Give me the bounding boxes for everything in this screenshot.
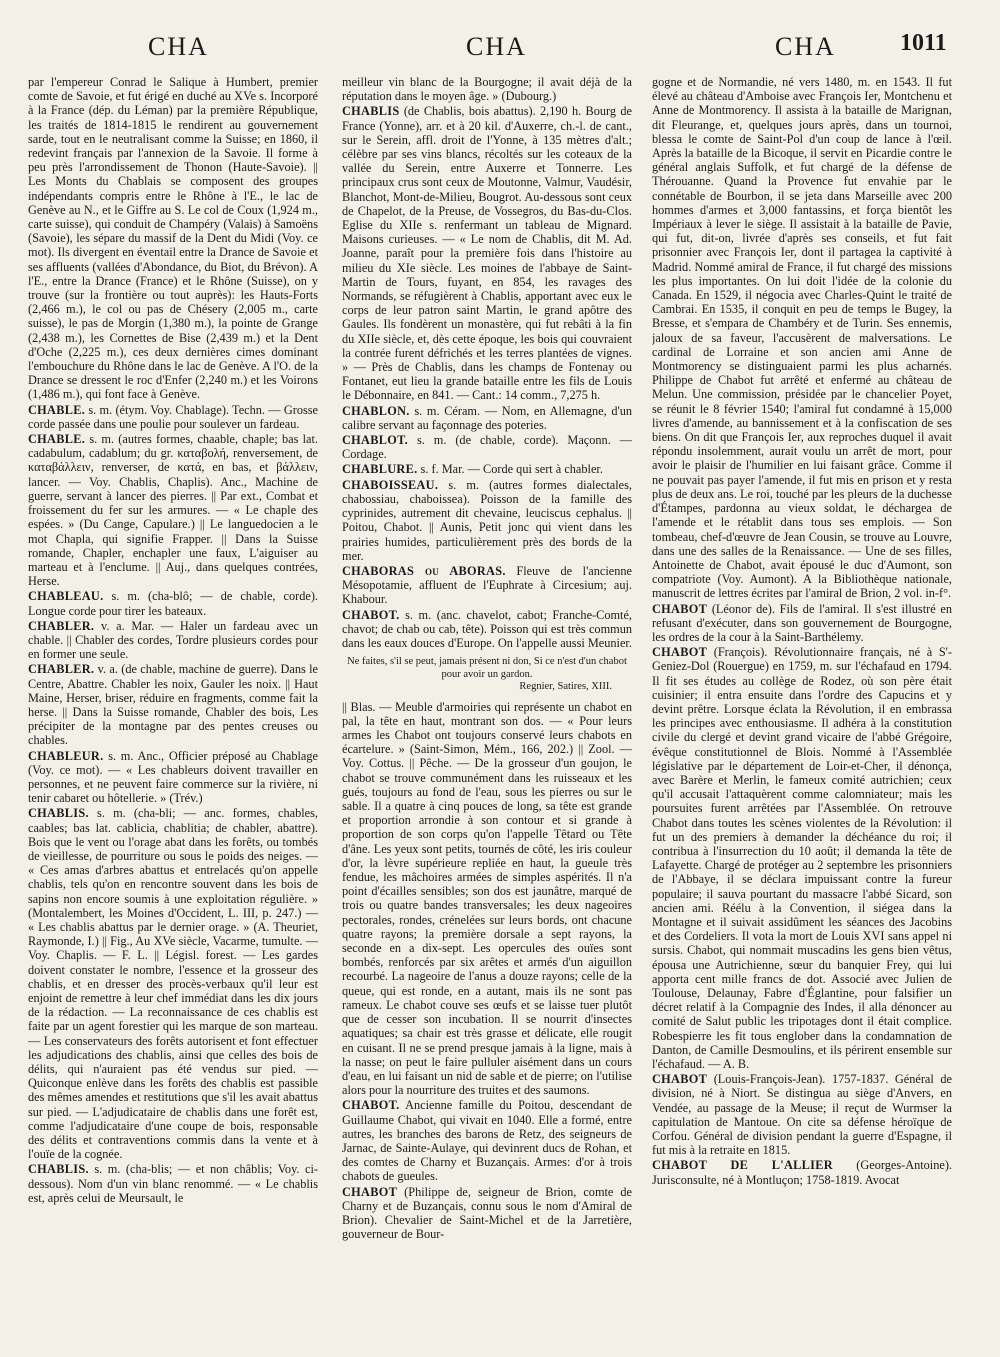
- running-head-right: CHA: [775, 32, 836, 61]
- entry-text: s. m. (autres formes, chaable, chaple; bas lat. cadabulum, cadablum; du gr. καταβολή, renversement, de καταβάλλειν, renverser, de κατά, en bas, et βάλλειν, lancer. — Voy. Chablis, Chaplis). Anc., Machine de guerre, servant à lancer des pierres. || Par ext., Combat et froissement du fer sur les armures. — « Le chaple des espées. » (Du Cange, Capulare.) || Le languedocien a le mot Chapla, qui signifie Frapper. || Dans la Suisse romande, Chapler, enchapler une faux, L'aiguiser au marteau et à l'enclume. || Auj., dans quelques contrées, Herse.: [28, 432, 318, 589]
- entry-text: s. m. (autres formes dialectales, chabossiau, chaboissea). Poisson de la famille des cyprinides, autrement dit chevaine, leuciscus cephalus. || Poitou, Chabot. || Aunis, Petit jonc qui vient dans les prairies humides, particulièrement près des bords de la mer.: [342, 477, 632, 563]
- column-left: [28, 75, 318, 1337]
- entry-text: par l'empereur Conrad le Salique à Humbert, premier comte de Savoie, et fut érigé en duché au XVe s. Incorporé à la France (dép. du Léman) par la première République, les traités de 1814-1815 le rendirent au gouvernement sarde, tout en le neutralisant comme la Suisse; en 1860, il redevint français par l'annexion de la Savoie. Il forme à peu près l'arrondissement de Thonon (Haute-Savoie). || Les Monts du Chablais se composent des groupes indépendants compris entre le Rhône à l'E., le lac de Genève au N., et le Giffre au S. Le col de Coux (1,924 m., carte suisse), qui conduit de Champéry (Valais) à Samoëns (Savoie), les sépare du massif de la Dent du Midi (Voy. ce mot). Ils divergent en éventail entre la Drance de Savoie et ses affluents (vallées d'Abondance, du Biot, du Brévon). A l'E., entre la Drance (France) et le Rhône (Suisse), on y trouve (sur la frontière ou tout auprès): les Hauts-Forts (2,466 m.), le col ou pas de Chésery (2,005 m., carte suisse), le pas de Morgin (1,380 m.), la pointe de Grange (2,438 m.), les Cornettes de Bise (2,439 m.) et la Dent d'Oche (2,225 m.), ces deux dernières cimes dominant l'embouchure du Rhône dans le lac de Genève. A l'O. de la Drance se dressent le roc d'Enfer (2,240 m.) et les Voirons (1,486 m.), qui font face à Genève.: [28, 75, 318, 402]
- entry-text: Fleuve de l'ancienne Mésopotamie, affluent de l'Euphrate à Circesium; auj. Khabour.: [342, 563, 632, 607]
- dictionary-entry: [342, 404, 632, 432]
- column-center: [342, 75, 632, 1337]
- entry-text: v. a. Mar. — Haler un fardeau avec un chable. || Chabler des cordes, Tordre plusieurs cordes pour en former une seule.: [28, 618, 318, 662]
- running-head-left: CHA: [148, 32, 209, 61]
- dictionary-entry: [342, 75, 632, 103]
- entry-text: s. m. Céram. — Nom, en Allemagne, d'un calibre servant au façonnage des poteries.: [342, 403, 632, 432]
- dictionary-entry: [652, 645, 952, 1071]
- dictionary-entry: [342, 478, 632, 563]
- dictionary-entry: [342, 433, 632, 461]
- dictionary-entry: [28, 806, 318, 1161]
- entry-headword: CHABLURE.: [342, 462, 418, 477]
- dictionary-entry: [28, 75, 318, 402]
- entry-text: v. a. (de chable, machine de guerre). Dans le Centre, Abattre. Chabler les noix, Gauler les noix. || Haut Maine, Herser, briser, réduire en fragments, comme fait la herse. || Dans la Suisse romande, Chabler des bois, Les précipiter de la montagne par des pentes creuses ou chables.: [28, 662, 318, 748]
- dictionary-entry: [652, 75, 952, 601]
- entry-headword: CHABOT: [652, 1072, 708, 1087]
- entry-headword: CHABLOT.: [342, 433, 409, 448]
- entry-headword: CHABOT: [652, 645, 708, 660]
- entry-headword: CHABOT.: [342, 1098, 400, 1113]
- quote-text: Ne faites, s'il se peut, jamais présent ni don, Si ce n'est d'un chabot pour avoir un gardon.: [347, 656, 627, 680]
- entry-text: s. m. (étym. Voy. Chablage). Techn. — Grosse corde passée dans une poulie pour soulever un fardeau.: [28, 402, 318, 431]
- entry-headword: CHABLEUR.: [28, 748, 104, 763]
- entry-text: Ancienne famille du Poitou, descendant de Guillaume Chabot, qui vivait en 1040. Elle a formé, entre autres, les branches des barons de Retz, des seigneurs de Jarnac, de Sainte-Aulaye, qui devinrent ducs de Rohan, et des comtes de Charny et Buzançais. Armes: d'or à trois chabots de gueules.: [342, 1098, 632, 1184]
- running-head-center: CHA: [466, 32, 527, 61]
- entry-text: s. m. Anc., Officier préposé au Chablage (Voy. ce mot). — « Les chableurs doivent travailler en personnes, et ne peuvent faire commerce sur la rivière, ni tenir cabaret ou hôtellerie. » (Trév.): [28, 748, 318, 806]
- page-number: 1011: [900, 30, 947, 56]
- dictionary-entry: [28, 403, 318, 431]
- dictionary-entry: [652, 1158, 952, 1186]
- entry-text: (Philippe de, seigneur de Brion, comte de Charny et de Buzançais, connu sous le nom d'Amiral de Brion). Chevalier de Saint-Michel et de la Jarretière, gouverneur de Bour-: [342, 1184, 632, 1242]
- quote-source: Regnier, Satires, XIII.: [519, 681, 612, 693]
- entry-headword: CHABORAS ou ABORAS.: [342, 563, 506, 578]
- dictionary-entry: [342, 608, 632, 651]
- entry-text: gogne et de Normandie, né vers 1480, m. en 1543. Il fut élevé au château d'Amboise avec François Ier, Montchenu et Anne de Montmorency. Il assista à la bataille de Marignan, dit Fleurange, et, quelques jours après, dans un tournoi, blessa le comte de Saint-Pol d'un coup de lance à l'œil. Après la bataille de la Bicoque, il servit en Picardie contre le général anglais Suffolk, et fut chargé de la défense de Thérouanne. Quand la Provence fut envahie par le connétable de Bourbon, il se jeta dans Marseille avec 200 hommes d'armes et 3,000 fantassins, et força bientôt les Impériaux à lever le siège. Il assistait à la bataille de Pavie, qui fut, dit-on, livrée d'après ses conseils, et fut fait prisonnier avec François Ier, dont il partagea la captivité à Madrid. Nommé amiral de France, il fut chargé des missions les plus importantes. On lui doit l'idée de la colonie du Canada. En 1529, il négocia avec Charles-Quint le traité de Cambrai. En 1535, il conquit en peu de temps le Bugey, la Bresse, et s'empara de Chambéry et de Turin. Ses ennemis, jaloux de sa faveur, l'accusèrent de malversations. Le cardinal de Lorraine et son ancien ami Anne de Montmorency se distinguaient parmi les plus acharnés. Philippe de Chabot fut arrêté et enfermé au château de Melun. Une commission, présidée par le chancelier Poyet, se réunit le 8 février 1540; l'amiral fut condamné à 15,000 livres d'amende, au bannissement et à la confiscation de ses biens. On dit que François Ier, aux reproches duquel il avait répondu insolemment, aurait voulu un arrêt de mort, pour avoir le plaisir de l'humilier en lui faisant grâce. Comme il ne pouvait pas payer l'amende, il fut mis en prison et y resta plus de deux ans. Le roi, touché par les pleurs de la duchesse d'Étampes, pardonna au vieux soldat, le déchargea de l'amende et le rétablit dans tous ses emplois. — Son tombeau, chef-d'œuvre de Jean Cousin, se trouve au Louvre, dans une des salles de la Renaissance. — Une de ses filles, Antoinette de Chabot, avait épousé le duc d'Aumont, son compatriote (Voy. Aumont). A la Bibliothèque nationale, manuscrit de lettres écrites par l'amiral de Brion, 2 vol. in-f°.: [652, 75, 952, 601]
- entry-headword: CHABOT DE L'ALLIER: [652, 1158, 833, 1173]
- entry-text: s. m. (cha-bli; — anc. formes, chables, caables; bas lat. cablicia, chablitia; de chabler, abattre). Bois que le vent ou l'orage abat dans les forêts, ou tombés de vieillesse, de pourriture ou sous le poids des neiges. — « Ces amas d'arbres abattus et entrelacés qu'on appelle chablis, tels qu'on en rencontre souvent dans les bois de sapins non encore soumis à une exploitation régulière. » (Montalembert, les Moines d'Occident, L. III, p. 247.) — « Les chablis abattus par le dernier orage. » (A. Theuriet, Raymonde, I.) || Fig., Au XVe siècle, Vacarme, tumulte. — Voy. Chaplis. — F. L. || Législ. forest. — Les gardes doivent constater le nombre, l'essence et la grosseur des chablis, et en dresser des procès-verbaux qu'il leur est enjoint de remettre à leur chef immédiat dans les dix jours de la rédaction. — La reconnaissance de ces chablis est faite par un agent forestier qui les marque de son marteau. — Les conservateurs des forêts autorisent et font effectuer les adjudications des chablis, ainsi que celles des bois de délits, qui n'auraient pas été vendus sur pied. — Quiconque enlève dans les forêts des chablis est passible des mêmes amendes et restitutions que s'il les avait abattus sur pied. — L'adjudicataire de chablis dans une forêt est, comme l'adjudicataire d'une coupe de bois, responsable des délits et contraventions commis dans la vente et à l'ouïe de la cognée.: [28, 806, 318, 1162]
- entry-headword: CHABLIS: [342, 104, 400, 119]
- entry-headword: CHABLER.: [28, 618, 95, 633]
- entry-headword: CHABLIS.: [28, 806, 89, 821]
- verse-quote: [342, 656, 632, 694]
- entry-headword: CHABLEAU.: [28, 589, 104, 604]
- entry-text: meilleur vin blanc de la Bourgogne; il avait déjà de la réputation dans le moyen âge. » (Dubourg.): [342, 75, 632, 104]
- dictionary-entry: [652, 602, 952, 645]
- entry-headword: CHABLER.: [28, 662, 95, 677]
- dictionary-entry: [28, 432, 318, 588]
- dictionary-entry: [28, 1162, 318, 1205]
- dictionary-entry: [342, 564, 632, 607]
- dictionary-entry: [342, 104, 632, 402]
- entry-text: (Louis-François-Jean). 1757-1837. Général de division, né à Niort. Se distingua au siège d'Anvers, en Vendée, au passage de la Meuse; il reçut de Wurmser la capitulation de Mantoue. On cite sa défense héroïque de Corfou. Général de division pendant la guerre d'Espagne, il fut mis à la retraite en 1815.: [652, 1072, 952, 1158]
- entry-text: (Léonor de). Fils de l'amiral. Il s'est illustré en refusant d'exécuter, dans son gouvernement de Bourgogne, les ordres de la cour à la Saint-Barthélemy.: [652, 601, 952, 644]
- dictionary-entry: [342, 462, 632, 476]
- entry-headword: CHABLON.: [342, 403, 410, 418]
- entry-text: s. m. (cha-blô; — de chable, corde). Longue corde pour tirer les bateaux.: [28, 589, 318, 618]
- dictionary-entry: [28, 662, 318, 747]
- entry-headword: CHABOT.: [342, 607, 400, 622]
- entry-text: s. m. (cha-blis; — et non châblis; Voy. ci-dessous). Nom d'un vin blanc renommé. — « Le chablis est, après celui de Meursault, le: [28, 1162, 318, 1205]
- entry-text: (Georges-Antoine). Jurisconsulte, né à Montluçon; 1758-1819. Avocat: [652, 1158, 952, 1187]
- entry-text: s. f. Mar. — Corde qui sert à chabler.: [420, 462, 603, 477]
- entry-text: (François). Révolutionnaire français, né à S'-Geniez-Dol (Rouergue) en 1759, m. sur l'échafaud en 1794. Il fit ses études au collège de Rodez, où son père était cuisinier; il entra ensuite dans l'ordre des Capucins et y devint prêtre. Lorsque éclata la Révolution, il en embrassa les principes avec enthousiasme. Il adhéra à la constitution civile du clergé et devint grand vicaire de l'abbé Grégoire, évêque constitutionnel de Blois. Nommé à l'Assemblée législative par le département de Loir-et-Cher, il dénonça, avec Barère et Merlin, le fameux comité autrichien; ceux qu'il accusait l'attaquèrent comme calomniateur; mais les poursuites furent arrêtées par l'Assemblée. On retrouve Chabot dans toutes les scènes violentes de la Révolution: il fut un des premiers à demander la déchéance du roi; il contribua à l'insurrection du 10 août; il demanda la tête de Lafayette. Chargé de protéger au 2 septembre les prisonniers de l'Abbaye, il se déclara impuissant contre la fureur populaire; il sauva pourtant du massacre l'abbé Sicard, son ancien ami. Réélu à la Convention, il siégea dans la Montagne et il suivait assidûment les séances des Jacobins et des Cordeliers. Il vota la mort de Louis XVI sans appel ni sursis. Chabot, qui nommait muscadins les gens bien vêtus, épousa une Autrichienne, sœur du banquier Frey, qui lui apporta cent mille francs de dot. Associé avec Julien de Toulouse, Delaunay, Fabre d'Églantine, pour falsifier un décret relatif à la Compagnie des Indes, il alla dénoncer au comité de Salut public les tripotages dont il était complice. Robespierre les fit tous englober dans la condamnation de Danton, de Camille Desmoulins, et ils périrent ensemble sur l'échafaud. — A. B.: [652, 645, 952, 1072]
- dictionary-entry: [342, 700, 632, 1098]
- entry-text: s. m. (de chable, corde). Maçonn. — Cordage.: [342, 433, 632, 462]
- dictionary-entry: [342, 1098, 632, 1183]
- dictionary-entry: [28, 589, 318, 617]
- entry-headword: CHABLE.: [28, 432, 86, 447]
- column-right: [652, 75, 952, 1337]
- dictionary-entry: [28, 619, 318, 662]
- dictionary-entry: [342, 1185, 632, 1242]
- entry-headword: CHABOISSEAU.: [342, 477, 439, 492]
- dictionary-entry: [652, 1072, 952, 1157]
- entry-headword: CHABLE.: [28, 402, 86, 417]
- entry-text: || Blas. — Meuble d'armoiries qui représente un chabot en pal, la tête en haut, montrant son dos. — « Pour leurs armes les Chabot ont toujours conservé leurs chabots en écartelure. » (Saint-Simon, Mém., 166, 202.) || Zool. — Voy. Cottus. || Pêche. — De la grosseur d'un goujon, le chabot se trouve communément dans les ruisseaux et les gués, toujours au fond de l'eau, sous les pierres ou sur le sable. Il a quatre à cinq pouces de long, sa tête est grande et proportion arrondie à son contour et si grande à proportion de son corps qu'on l'appelle Têtard ou Tête d'âne. Les yeux sont petits, tournés de côté, les iris couleur d'or, la lèvre supérieure repliée en haut, la gueule très fendue, les mâchoires armées de simples aspérités. Il n'a point d'écailles sensibles; son dos est jaunâtre, marqué de trois ou quatre bandes transversales; les deux nageoires pectorales, rondes, crénelées sur leurs bords, ont chacune quatre rayons; la première dorsale a sept rayons, la seconde en a dix-sept. Les opercules des ouïes sont bombés, renforcés par six arêtes et armés d'un aiguillon recourbé. La nageoire de l'anus a douze rayons; celle de la queue, qui est ronde, en a autant, mais ils ne sont pas rameux. Le chabot couve ses œufs et se laisse tuer plutôt que de cesser son incubation. Il se nourrit d'insectes aquatiques; sa chair est très grasse et délicate, elle rougit en cuisant. Il ne se prend presque jamais à la ligne, mais à la nasse; on peut le faire pulluler aisément dans un cours d'eau, en lui faisant un nid de sable et de pierre; on l'utilise alors pour la nourriture des truites et des saumons.: [342, 699, 632, 1098]
- entry-headword: CHABOT: [342, 1184, 398, 1199]
- entry-text: (de Chablis, bois abattus). 2,190 h. Bourg de France (Yonne), arr. et à 20 kil. d'Auxerre, ch.-l. de cant., sur le Serein, affl. droit de l'Yonne, à 135 mètres d'alt.; célèbre par ses vins blancs, récoltés sur les coteaux de la vallée du Serein, entre Auxerre et Tonnerre. Les principaux crus sont ceux de Moutonne, Valmur, Vaudésir, Blanchot, Mont-de-Milieu, Bougrot. Au-dessous sont ceux de Chapelot, de la Preuse, de Vossegros, du Bas-du-Clos. Eglise du XIIe s. renfermant un tableau de Mignard. Maisons curieuses. — « Le nom de Chablis, dit M. Ad. Joanne, paraît pour la première fois dans l'histoire au milieu du XIe siècle. Les moines de l'abbaye de Saint-Martin de Tours, fuyant, en 854, les ravages des Normands, se réfugièrent à Chablis, apportant avec eux le corps de leur patron saint Martin, le grand apôtre des Gaules. Ils fondèrent un monastère, qui fut rebâti à la fin du XIIe siècle, et, dès cette époque, les bois qui couvraient la contrée furent défrichés et les terres plantées de vignes. » — Près de Chablis, dans les champs de Fontenay ou Fontanet, eut lieu la grande bataille entre les fils de Louis le Débonnaire, en 841. — Cant.: 14 comm., 7,275 h.: [342, 104, 632, 403]
- entry-text: s. m. (anc. chavelot, cabot; Franche-Comté, chavot; de chab ou cab, tête). Poisson qui est très commun dans les eaux douces d'Europe. On l'appelle aussi Meunier.: [342, 607, 632, 650]
- entry-headword: CHABLIS.: [28, 1162, 89, 1177]
- dictionary-entry: [28, 749, 318, 806]
- entry-headword: CHABOT: [652, 601, 708, 616]
